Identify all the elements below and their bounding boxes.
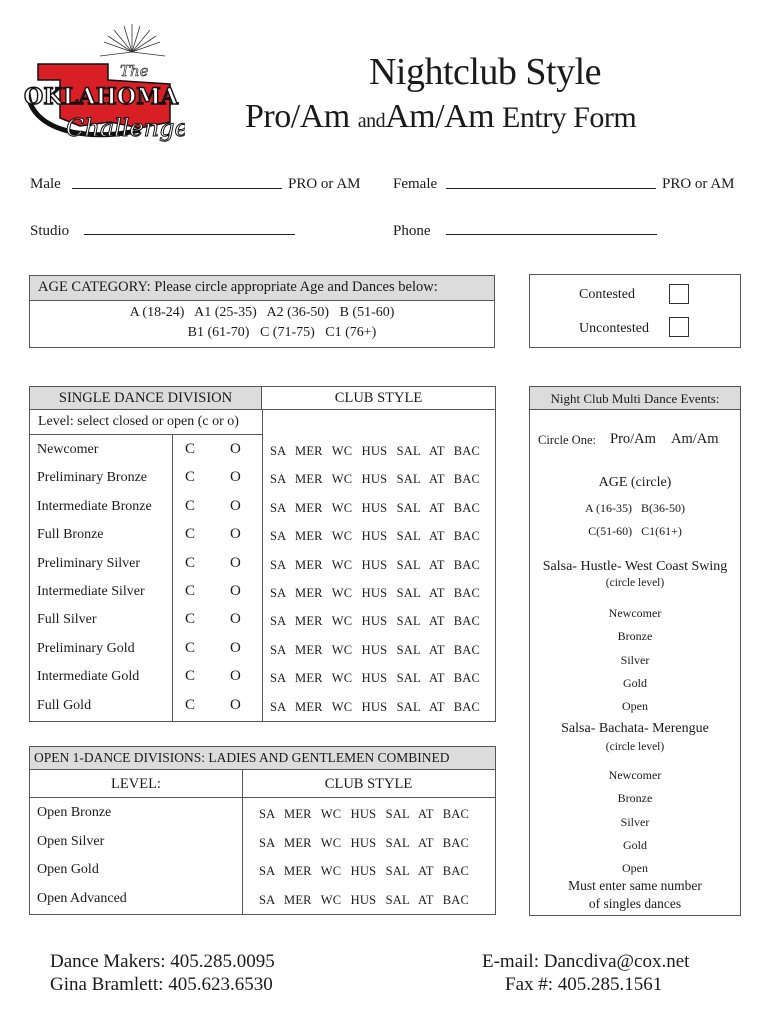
single-dance-header: SINGLE DANCE DIVISION bbox=[30, 387, 262, 410]
multi-dance-box bbox=[529, 386, 741, 916]
multi-proam[interactable]: Pro/Am bbox=[610, 431, 656, 447]
single-level-name: Intermediate Bronze bbox=[37, 498, 152, 514]
footer-dance-makers: Dance Makers: 405.285.0095 bbox=[50, 951, 275, 972]
closed-option[interactable]: C bbox=[185, 611, 196, 628]
multi-age-line1[interactable]: A (16-35) B(36-50) bbox=[585, 501, 685, 515]
club-style-options[interactable]: SA MER WC HUS SAL AT BAC bbox=[270, 529, 481, 544]
multi-note-1: Must enter same number bbox=[568, 878, 702, 893]
closed-option[interactable]: C bbox=[185, 668, 196, 685]
studio-field[interactable] bbox=[84, 234, 295, 235]
group2-title: Salsa- Bachata- Merengue bbox=[561, 721, 709, 736]
female-pro-or-am: PRO or AM bbox=[662, 176, 735, 192]
circle-one-label: Circle One: bbox=[538, 433, 596, 447]
multi-dance-header: Night Club Multi Dance Events: bbox=[530, 387, 740, 410]
club-style-options[interactable]: SA MER WC HUS SAL AT BAC bbox=[270, 500, 481, 515]
open-option[interactable]: O bbox=[230, 469, 241, 486]
multi-age-line2[interactable]: C(51-60) C1(61+) bbox=[588, 524, 682, 538]
single-level-name: Newcomer bbox=[37, 442, 99, 457]
contest-box bbox=[529, 274, 741, 348]
open-division-table bbox=[29, 746, 496, 915]
closed-option[interactable]: C bbox=[185, 441, 196, 457]
closed-option[interactable]: C bbox=[185, 696, 196, 713]
level-note: Level: select closed or open (c or o) bbox=[38, 414, 239, 429]
footer-fax: Fax #: 405.285.1561 bbox=[505, 974, 663, 995]
title-and: and bbox=[357, 110, 386, 132]
group2-circle-level: (circle level) bbox=[605, 741, 665, 753]
open-option[interactable]: O bbox=[230, 668, 241, 685]
open-club-style-header: CLUB STYLE bbox=[324, 776, 413, 792]
logo-text-the: The bbox=[120, 62, 149, 80]
multi-level-option[interactable]: Silver bbox=[620, 652, 650, 667]
multi-level-option[interactable]: Newcomer bbox=[608, 606, 662, 620]
multi-level-option[interactable]: Bronze bbox=[617, 629, 653, 644]
multi-level-option[interactable]: Newcomer bbox=[608, 768, 662, 782]
form-title: Nightclub Style bbox=[368, 51, 602, 93]
open-option[interactable]: O bbox=[230, 441, 241, 457]
col-divider-1 bbox=[172, 434, 173, 721]
uncontested-checkbox[interactable] bbox=[669, 317, 689, 337]
multi-age-label: AGE (circle) bbox=[598, 475, 672, 490]
multi-level-option[interactable]: Open bbox=[622, 699, 648, 714]
club-style-options[interactable]: SA MER WC HUS SAL AT BAC bbox=[270, 642, 481, 657]
multi-note-2: of singles dances bbox=[588, 896, 682, 911]
club-style-options[interactable]: SA MER WC HUS SAL AT BAC bbox=[270, 671, 481, 686]
open-option[interactable]: O bbox=[230, 526, 241, 543]
group1-title: Salsa- Hustle- West Coast Swing bbox=[542, 559, 728, 574]
footer-gina: Gina Bramlett: 405.623.6530 bbox=[50, 974, 273, 995]
closed-option[interactable]: C bbox=[185, 497, 196, 514]
open-level-name: Open Gold bbox=[37, 862, 99, 878]
closed-option[interactable]: C bbox=[185, 639, 196, 656]
open-club-style-options[interactable]: SA MER WC HUS SAL AT BAC bbox=[259, 807, 470, 821]
open-col-divider bbox=[242, 770, 243, 914]
male-field[interactable] bbox=[72, 188, 282, 189]
age-category-line2[interactable]: B1 (61-70) C (71-75) C1 (76+) bbox=[187, 325, 377, 340]
female-field[interactable] bbox=[446, 188, 656, 189]
open-option[interactable]: O bbox=[230, 696, 241, 713]
single-level-name: Full Silver bbox=[37, 612, 97, 628]
studio-label: Studio bbox=[30, 223, 70, 239]
single-level-name: Preliminary Silver bbox=[37, 555, 141, 571]
title-entry-form: Entry Form bbox=[502, 101, 637, 134]
form-subtitle bbox=[245, 98, 636, 136]
multi-amam[interactable]: Am/Am bbox=[671, 431, 719, 447]
open-option[interactable]: O bbox=[230, 583, 241, 599]
female-label: Female bbox=[393, 176, 438, 192]
open-club-style-options[interactable]: SA MER WC HUS SAL AT BAC bbox=[259, 864, 470, 879]
contested-checkbox[interactable] bbox=[669, 284, 689, 304]
club-style-header: CLUB STYLE bbox=[262, 387, 495, 410]
single-level-name: Preliminary Bronze bbox=[37, 470, 148, 486]
single-dance-table bbox=[29, 386, 496, 722]
open-division-header: OPEN 1-DANCE DIVISIONS: LADIES AND GENTLEMEN COMBINED bbox=[30, 747, 495, 770]
male-label: Male bbox=[30, 176, 61, 192]
club-style-options[interactable]: SA MER WC HUS SAL AT BAC bbox=[270, 444, 481, 458]
single-level-name: Intermediate Silver bbox=[37, 584, 145, 599]
open-header-divider bbox=[30, 797, 495, 798]
multi-level-option[interactable]: Open bbox=[622, 861, 648, 876]
club-style-options[interactable]: SA MER WC HUS SAL AT BAC bbox=[270, 472, 481, 487]
age-category-line1[interactable]: A (18-24) A1 (25-35) A2 (36-50) B (51-60) bbox=[129, 305, 395, 320]
single-level-name: Full Bronze bbox=[37, 527, 104, 543]
col-divider-2 bbox=[262, 410, 263, 721]
club-style-options[interactable]: SA MER WC HUS SAL AT BAC bbox=[270, 557, 481, 572]
level-divider bbox=[30, 434, 262, 435]
closed-option[interactable]: C bbox=[185, 583, 196, 599]
logo-text-oklahoma: OKLAHOMA bbox=[24, 84, 178, 110]
club-style-options[interactable]: SA MER WC HUS SAL AT BAC bbox=[270, 699, 481, 714]
title-amam: Am/Am bbox=[385, 98, 495, 135]
age-category-box bbox=[29, 275, 495, 348]
logo-text-challenge: Challenge bbox=[66, 114, 185, 142]
open-level-name: Open Advanced bbox=[37, 891, 127, 907]
open-club-style-options[interactable]: SA MER WC HUS SAL AT BAC bbox=[259, 893, 470, 908]
phone-field[interactable] bbox=[446, 234, 657, 235]
multi-level-option[interactable]: Silver bbox=[620, 814, 650, 829]
multi-level-option[interactable]: Gold bbox=[623, 837, 647, 852]
open-option[interactable]: O bbox=[230, 611, 241, 628]
title-proam: Pro/Am bbox=[245, 98, 350, 135]
footer-email: E-mail: Dancdiva@cox.net bbox=[482, 951, 690, 972]
closed-option[interactable]: C bbox=[185, 526, 196, 543]
club-style-options[interactable]: SA MER WC HUS SAL AT BAC bbox=[270, 614, 481, 629]
open-club-style-options[interactable]: SA MER WC HUS SAL AT BAC bbox=[259, 835, 470, 850]
single-level-name: Full Gold bbox=[37, 697, 92, 713]
open-option[interactable]: O bbox=[230, 639, 241, 656]
open-level-name: Open Bronze bbox=[37, 805, 112, 820]
phone-label: Phone bbox=[393, 223, 431, 239]
closed-option[interactable]: C bbox=[185, 469, 196, 486]
single-level-name: Intermediate Gold bbox=[37, 669, 140, 685]
open-level-name: Open Silver bbox=[37, 833, 105, 849]
closed-option[interactable]: C bbox=[185, 554, 196, 571]
open-level-header: LEVEL: bbox=[111, 776, 161, 792]
oklahoma-challenge-logo bbox=[20, 22, 185, 152]
contested-label: Contested bbox=[579, 287, 635, 302]
male-pro-or-am: PRO or AM bbox=[288, 176, 361, 192]
open-option[interactable]: O bbox=[230, 554, 241, 571]
group1-circle-level: (circle level) bbox=[605, 577, 665, 589]
club-style-options[interactable]: SA MER WC HUS SAL AT BAC bbox=[270, 586, 481, 600]
multi-level-option[interactable]: Bronze bbox=[617, 791, 653, 806]
open-option[interactable]: O bbox=[230, 497, 241, 514]
multi-level-option[interactable]: Gold bbox=[623, 675, 647, 690]
uncontested-label: Uncontested bbox=[579, 321, 649, 336]
single-level-name: Preliminary Gold bbox=[37, 640, 135, 656]
age-category-header: AGE CATEGORY: Please circle appropriate Age and Dances below: bbox=[30, 276, 494, 301]
